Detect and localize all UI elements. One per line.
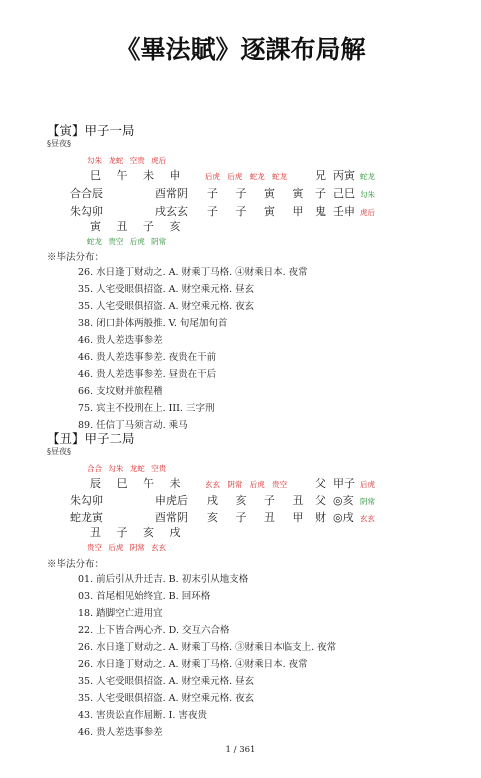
section-1-header: 【寅】甲子一局 — [47, 123, 135, 138]
section-1-chuan-2-rel: 子 — [315, 187, 326, 200]
section-2-dist-title: ※毕法分布： — [47, 559, 105, 570]
section-2-item: 46. 贵人差迭事参差 — [78, 727, 163, 738]
section-2-ke-row1: 戌 亥 子 丑 — [207, 494, 304, 507]
section-2-chuan-3-tag: 玄玄 — [360, 514, 375, 523]
section-1-chuan-1-rel: 兄 — [315, 169, 326, 182]
section-1-chuan-2-val: 己巳 — [333, 187, 355, 200]
section-1-grid-top-labels: 勾朱 龙蛇 空贵 虎后 — [87, 156, 167, 165]
section-1-grid-bottom-row: 寅 丑 子 亥 — [90, 220, 181, 233]
section-2-item: 35. 人宅受眼俱招盗. A. 财空乘元格. 昼玄 — [78, 676, 255, 687]
page-number: 1 / 361 — [225, 745, 256, 755]
section-2-item: 26. 水日逢丁财动之. A. 财乘丁马格. ④财乘日本. 夜常 — [78, 659, 308, 670]
section-2-grid-right-row2: 酉常阴 — [155, 511, 188, 524]
section-2-item: 22. 上下皆合两心齐. D. 交互六合格 — [78, 625, 230, 636]
section-2-grid-top-row: 辰 巳 午 未 — [90, 477, 181, 490]
section-1-item: 75. 宾主不投刑在上. III. 三字刑 — [78, 403, 215, 414]
section-2-chuan-3-rel: 财 — [315, 511, 326, 524]
section-2-item: 26. 水日逢丁财动之. A. 财乘丁马格. ③财乘日本临支上. 夜常 — [78, 642, 337, 653]
section-2-ke-labels: 玄玄 阴常 后虎 贵空 — [205, 480, 288, 489]
section-2-item: 35. 人宅受眼俱招盗. A. 财空乘元格. 夜玄 — [78, 693, 255, 704]
section-1-item: 89. 任信丁马须言动. 乘马 — [78, 420, 188, 431]
section-2-chuan-2-val: ◎亥 — [333, 494, 354, 507]
section-1-item: 46. 贵人差迭事参差. 昼贵在干后 — [78, 369, 217, 380]
section-1-chuan-3-tag: 虎后 — [360, 208, 375, 217]
section-2-grid-top-labels: 合合 勾朱 龙蛇 空贵 — [87, 464, 167, 473]
section-2-chuan-1-val: 甲子 — [333, 477, 355, 490]
section-1-dist-title: ※毕法分布： — [47, 252, 105, 263]
section-2-chuan-1-tag: 后虎 — [360, 480, 375, 489]
section-1-ke-row2: 子 子 寅 甲 — [207, 205, 304, 218]
section-2-grid-bottom-row: 丑 子 亥 戌 — [90, 526, 181, 539]
section-1-ke-row1: 子 子 寅 寅 — [207, 187, 304, 200]
section-2-grid-right-row1: 申虎后 — [155, 494, 188, 507]
section-1-item: 35. 人宅受眼俱招盗. A. 财空乘元格. 夜玄 — [78, 301, 255, 312]
section-2-item: 43. 害贵讼直作屈断. Ⅰ. 害夜贵 — [78, 710, 207, 721]
section-2-chuan-2-rel: 父 — [315, 494, 326, 507]
section-1-item: 46. 贵人差迭事参差. 夜贵在干前 — [78, 352, 217, 363]
section-1-chuan-1-val: 丙寅 — [333, 169, 355, 182]
section-1-grid-left-row1: 合合辰 — [70, 187, 103, 200]
section-2-subheader: §昼夜§ — [47, 447, 71, 456]
section-1-subheader: §昼夜§ — [47, 139, 71, 148]
section-2-chuan-3-val: ◎戌 — [333, 511, 354, 524]
section-1-ke-labels: 后虎 后虎 蛇龙 蛇龙 — [205, 172, 288, 181]
section-1-chuan-1-tag: 蛇龙 — [360, 172, 375, 181]
section-1-item: 66. 支坟财并旅程稽 — [78, 386, 163, 397]
section-1-grid-right-row2: 戌玄玄 — [155, 205, 188, 218]
section-2-grid-bottom-labels: 贵空 后虎 阴常 玄玄 — [87, 543, 167, 552]
section-1-item: 46. 贵人差迭事参差 — [78, 335, 163, 346]
section-2-grid-left-row2: 蛇龙寅 — [70, 511, 103, 524]
section-1-item: 35. 人宅受眼俱招盗. A. 财空乘元格. 昼玄 — [78, 284, 255, 295]
section-2-item: 01. 前后引从升迁吉. B. 初末引从地支格 — [78, 574, 249, 585]
section-1-grid-bottom-labels: 蛇龙 贵空 后虎 阴常 — [87, 237, 167, 246]
section-1-chuan-3-val: 壬申 — [333, 205, 355, 218]
section-2-header: 【丑】甲子二局 — [47, 431, 135, 446]
section-1-item: 38. 闭口卦体两般推. V. 旬尾加旬首 — [78, 318, 228, 329]
section-2-grid-left-row1: 朱勾卯 — [70, 494, 103, 507]
section-1-grid-top-row: 巳 午 未 申 — [90, 169, 181, 182]
section-1-grid-right-row1: 酉常阴 — [155, 187, 188, 200]
section-2-item: 03. 首尾相见始终宜. B. 回环格 — [78, 591, 211, 602]
section-1-chuan-2-tag: 勾朱 — [360, 190, 375, 199]
section-1-chuan-3-rel: 鬼 — [315, 205, 326, 218]
section-1-item: 26. 水日逢丁财动之. A. 财乘丁马格. ④财乘日本. 夜常 — [78, 267, 308, 278]
document-title: 《畢法賦》逐課布局解 — [115, 35, 366, 64]
section-1-grid-left-row2: 朱勾卯 — [70, 205, 103, 218]
section-2-ke-row2: 亥 子 丑 甲 — [207, 511, 304, 524]
section-2-chuan-2-tag: 阴常 — [360, 497, 375, 506]
section-2-item: 18. 踏脚空亡进用宜 — [78, 608, 163, 619]
section-2-chuan-1-rel: 父 — [315, 477, 326, 490]
